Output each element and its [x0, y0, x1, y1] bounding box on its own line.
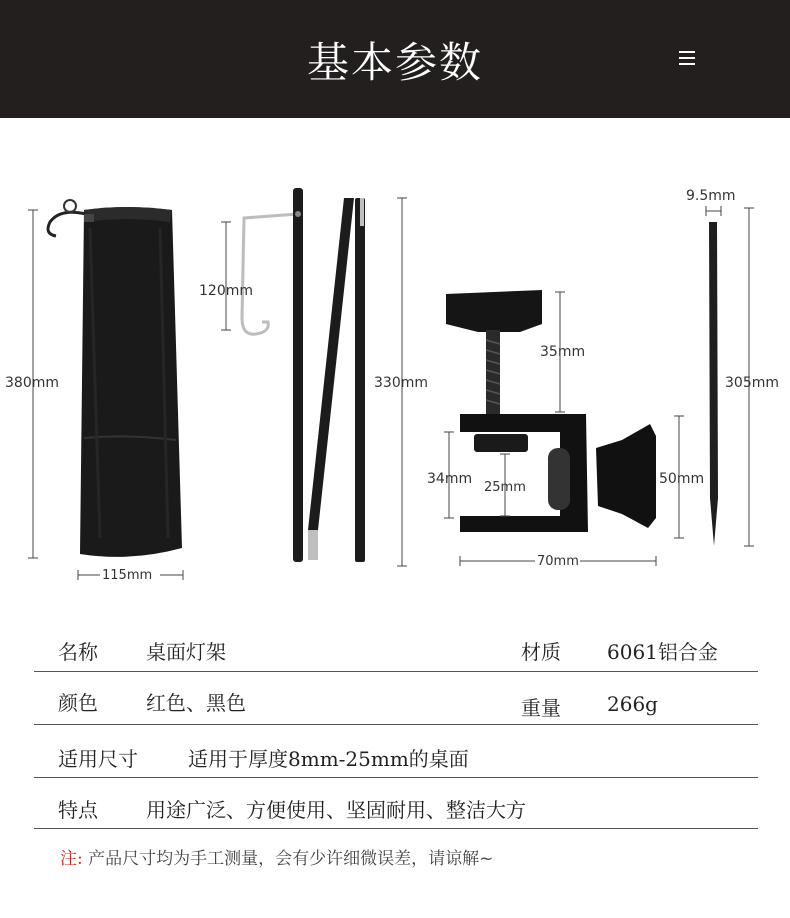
storage-bag-image [48, 200, 182, 557]
note-prefix: 注: [60, 849, 83, 869]
page-title: 基本参数 [306, 38, 483, 87]
note-text: 产品尺寸均为手工测量，会有少许细微误差，请谅解~ [88, 849, 494, 869]
clamp-width-label: 70mm [537, 554, 579, 569]
product-illustration [0, 118, 790, 598]
page-header [0, 0, 790, 118]
clamp-inner-label: 25mm [484, 480, 526, 495]
clamp-screw-label: 35mm [540, 344, 586, 360]
clamp-side-label: 50mm [659, 471, 705, 487]
bag-width-label: 115mm [102, 568, 153, 583]
measurement-note [60, 844, 493, 869]
spec-row [34, 672, 758, 725]
spec-label: 材质 [521, 640, 561, 664]
spec-value: 6061铝合金 [607, 640, 718, 664]
menu-icon[interactable] [679, 51, 695, 66]
spec-row [34, 725, 758, 778]
clamp-opening-label: 34mm [427, 471, 473, 487]
spec-label: 特点 [58, 798, 98, 822]
spec-row [34, 778, 758, 829]
spec-value: 适用于厚度8mm-25mm的桌面 [188, 747, 469, 771]
spec-label: 重量 [521, 696, 561, 720]
product-dimensions-figure [0, 118, 790, 598]
hook-height-label: 120mm [199, 283, 253, 299]
stake-length-label: 305mm [725, 375, 779, 391]
spec-table [34, 620, 758, 829]
clamp-image [446, 290, 656, 532]
spec-label: 颜色 [58, 691, 98, 715]
spec-value: 266g [607, 692, 658, 716]
spec-value: 红色、黑色 [146, 691, 246, 715]
bag-height-label: 380mm [5, 375, 59, 391]
spec-value: 桌面灯架 [146, 640, 226, 664]
stake-diameter-label: 9.5mm [686, 188, 736, 204]
spec-value: 用途广泛、方便使用、坚固耐用、整洁大方 [146, 798, 526, 822]
spec-label: 名称 [58, 640, 98, 664]
spec-label: 适用尺寸 [58, 747, 138, 771]
spec-row [34, 620, 758, 672]
pole-length-label: 330mm [374, 375, 428, 391]
